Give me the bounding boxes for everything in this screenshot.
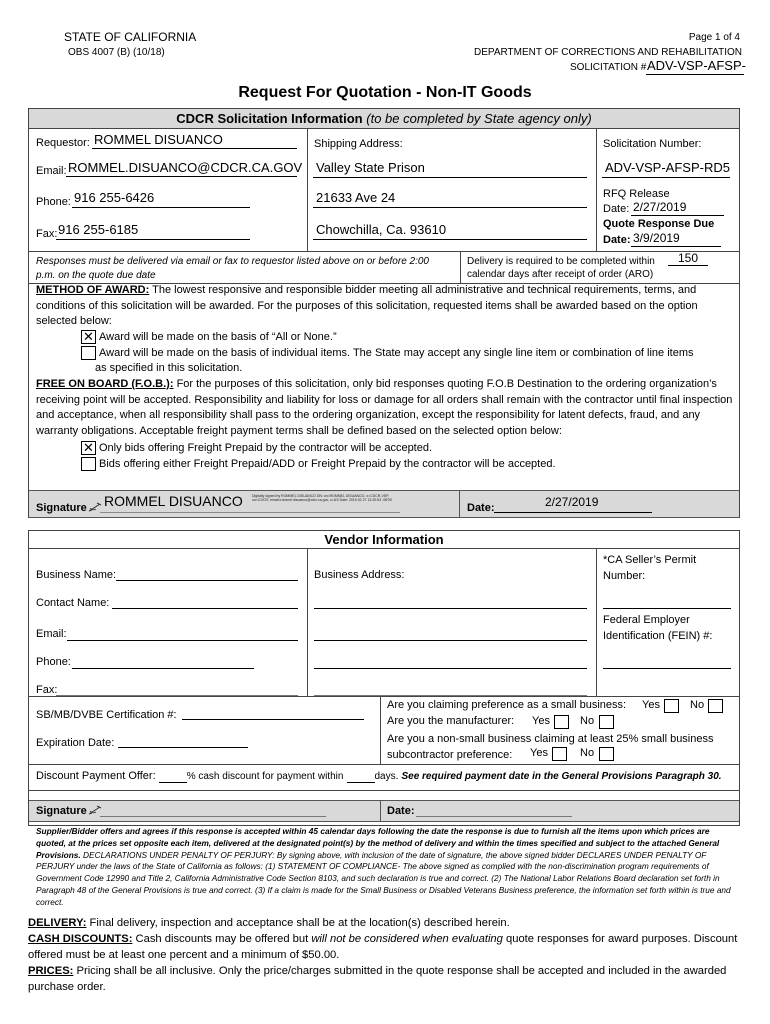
underline	[494, 512, 652, 513]
underline	[66, 176, 297, 177]
vendor-email-field[interactable]	[67, 640, 298, 641]
underline	[56, 239, 250, 240]
divider	[459, 490, 460, 518]
vendor-signature-field[interactable]	[100, 816, 326, 817]
underline	[313, 177, 587, 178]
solicitation-number-header[interactable]: ADV-VSP-AFSP-	[647, 58, 746, 73]
fein-field[interactable]	[603, 668, 731, 669]
fob-paragraph: FREE ON BOARD (F.O.B.): For the purposes of this solicitation, only bid responses quoting F.O.B Destination to the ordering organization’s receiving point will be accepted. Responsibility and liability for loss or damage for all orders shall remain with the contractor until final inspection and acceptance, when all responsibility shall pass to the ordering organization, except the responsibility for latent defects, fraud, and any warranty obligations. Acceptable freight payment terms shall be defined based on the selected option below:	[36, 378, 733, 437]
signature-label: Signature	[36, 502, 87, 514]
sbmb-field[interactable]	[182, 719, 364, 720]
award-all-or-none-checkbox[interactable]: ✕	[81, 330, 96, 344]
underline	[631, 246, 721, 247]
ca-permit-field[interactable]	[603, 608, 731, 609]
solicitation-label: SOLICITATION #	[570, 62, 647, 73]
award-opt2-label-cont: as specified in this solicitation.	[95, 362, 243, 374]
divider	[29, 696, 739, 697]
business-name-field[interactable]	[116, 580, 298, 581]
underline	[668, 265, 708, 266]
vendor-email-label: Email:	[36, 628, 67, 640]
manufacturer-question: Are you the manufacturer:	[387, 715, 515, 727]
vendor-phone-field[interactable]	[72, 668, 254, 669]
phone-field[interactable]: 916 255-6426	[74, 190, 155, 205]
requestor-label: Requestor:	[36, 137, 90, 149]
vendor-signature-label: Signature	[36, 805, 87, 817]
manufacturer-yes-checkbox[interactable]	[554, 715, 569, 729]
discount-pre: Discount Payment Offer:	[36, 770, 156, 782]
underline	[100, 512, 400, 513]
signature-date-field[interactable]: 2/27/2019	[545, 495, 599, 509]
solicitation-underline	[646, 74, 744, 75]
ship-city-field[interactable]: Chowchilla, Ca. 93610	[316, 222, 447, 237]
fob-opt1-label: Only bids offering Freight Prepaid by the contractor will be accepted.	[99, 442, 433, 454]
nonsmall-yes-label: Yes	[530, 747, 548, 759]
underline	[602, 177, 730, 178]
state-label: STATE OF CALIFORNIA	[64, 30, 197, 44]
cdcr-heading: CDCR Solicitation Information (to be completed by State agency only)	[176, 111, 592, 126]
offer-declaration: Supplier/Bidder offers and agrees if this response is accepted within 45 calendar days following the date the response is due to furnish all the items upon which prices are quoted, at the prices set opposite each item, delivered at the designated point(s) by the method of delivery and within the times specified and subject to the attached General Provisions. DECLARATIONS UNDER PENALTY OF PERJURY: By signing above, with inclusion of the date of signature, the above signed bidder DECLARES UNDER PENALTY OF PERJURY under the laws of the State of California as follows: (1) STATEMENT OF COMPLIANCE- The above signed as complied with the non-discrimination program requirements of Government Code 12990 and Title 2, California Administrative Code Section 8103, and such declaration is true and correct. (2) The National Labor Relations Board declaration set forth in Paragraph 48 of the General Provisions is true and correct. (3) If a claim is made for the Small Business or Disabled Veterans Business preference, the information set forth within is true and correct.	[36, 826, 731, 907]
divider	[307, 548, 308, 696]
prices-paragraph: PRICES: Pricing shall be all inclusive. Only the price/charges submitted in the quote response shall be accepted and included in the awarded purchase order.	[28, 965, 727, 993]
award-individual-checkbox[interactable]	[81, 346, 96, 360]
discount-note: See required payment date in the General Provisions Paragraph 30.	[401, 771, 722, 782]
rfq-release-label: RFQ Release	[603, 188, 670, 200]
nonsmall-no-checkbox[interactable]	[599, 747, 614, 761]
shipping-label: Shipping Address:	[314, 138, 403, 150]
digital-signature-note: Digitally signed by ROMMEL DISUANCO DN: cn=ROMMEL DISUANCO, o=CDCR-VSP, ou=CDCR, email=rommel.disuanco@cdcr.ca.gov, c=US Date: 2019.02.27 13:20:53 -08'00'	[252, 494, 393, 502]
divider	[29, 764, 739, 765]
business-address-line2[interactable]	[314, 640, 587, 641]
fein-label: Federal Employer Identification (FEIN) #:	[603, 614, 713, 642]
underline	[92, 148, 297, 149]
vendor-phone-label: Phone:	[36, 656, 71, 668]
business-address-label: Business Address:	[314, 569, 405, 581]
contact-name-label: Contact Name:	[36, 597, 110, 609]
fob-opt2-label: Bids offering either Freight Prepaid/ADD or Freight Prepaid by the contractor will be accepted.	[99, 458, 556, 470]
divider	[460, 251, 461, 283]
underline	[631, 215, 724, 216]
underline	[72, 207, 250, 208]
vendor-fax-field[interactable]	[56, 695, 298, 696]
manufacturer-no-label: No	[580, 715, 595, 727]
signature-date-label: Date:	[467, 502, 495, 514]
response-due-date-field[interactable]: 3/9/2019	[633, 231, 680, 245]
manufacturer-no-checkbox[interactable]	[599, 715, 614, 729]
pen-icon	[88, 502, 102, 515]
delivery-post: calendar days after receipt of order (ARO)	[467, 269, 654, 280]
small-business-no-label: No	[690, 699, 705, 711]
nonsmall-yes-checkbox[interactable]	[552, 747, 567, 761]
ship-street-field[interactable]: 21633 Ave 24	[316, 190, 396, 205]
response-due-date-label: Date:	[603, 234, 631, 246]
delivery-days-field[interactable]: 150	[678, 251, 699, 265]
sbmb-label: SB/MB/DVBE Certification #:	[36, 709, 177, 721]
discount-days-field[interactable]	[347, 770, 375, 783]
fob-prepaid-checkbox[interactable]: ✕	[81, 441, 96, 455]
vendor-signature-bar	[29, 800, 739, 822]
divider	[29, 790, 739, 791]
contact-name-field[interactable]	[112, 608, 298, 609]
divider	[596, 548, 597, 696]
small-business-no-checkbox[interactable]	[708, 699, 723, 713]
cash-discounts-paragraph: CASH DISCOUNTS: Cash discounts may be offered but will not be considered when evaluating quote responses for award purposes. Discount offered must be at least one percent and a minimum of $50.00.	[28, 933, 738, 961]
underline	[313, 239, 587, 240]
expiration-field[interactable]	[118, 747, 248, 748]
discount-post: days.	[374, 771, 399, 782]
underline	[313, 207, 587, 208]
small-business-question: Are you claiming preference as a small business:	[387, 699, 627, 711]
form-number: OBS 4007 (B) (10/18)	[68, 47, 165, 58]
business-address-line1[interactable]	[314, 608, 587, 609]
vendor-date-field[interactable]	[416, 816, 572, 817]
vendor-heading: Vendor Information	[324, 532, 444, 547]
phone-label: Phone:	[36, 196, 71, 208]
ship-name-field[interactable]: Valley State Prison	[316, 160, 425, 175]
vendor-fax-label: Fax:	[36, 684, 58, 696]
delivery-paragraph: DELIVERY: Final delivery, inspection and acceptance shall be at the location(s) described herein.	[28, 917, 510, 929]
divider	[307, 129, 308, 251]
rfq-date-label: Date:	[603, 203, 630, 215]
fax-field[interactable]: 916 255-6185	[58, 222, 139, 237]
small-business-yes-label: Yes	[642, 699, 660, 711]
response-due-label: Quote Response Due	[603, 218, 715, 230]
award-paragraph: METHOD OF AWARD: The lowest responsive and responsible bidder meeting all administrative and technical requirements, terms, and conditions of this solicitation will be awarded. For the purposes of this solicitation, requested items shall be awarded based on the option selected below:	[36, 284, 698, 327]
business-address-line3[interactable]	[314, 668, 587, 669]
solicitation-number-label: Solicitation Number:	[603, 138, 702, 150]
department-label: DEPARTMENT OF CORRECTIONS AND REHABILITATION	[474, 47, 742, 58]
discount-row	[36, 770, 722, 783]
divider	[596, 129, 597, 251]
requestor-field[interactable]: ROMMEL DISUANCO	[94, 132, 223, 147]
small-business-yes-checkbox[interactable]	[664, 699, 679, 713]
award-opt2-label: Award will be made on the basis of individual items. The State may accept any single line item or combination of line items	[99, 347, 694, 359]
discount-mid: % cash discount for payment within	[186, 771, 344, 782]
discount-percent-field[interactable]	[159, 770, 187, 783]
divider	[29, 251, 739, 252]
divider	[380, 800, 381, 822]
responses-note: Responses must be delivered via email or fax to requestor listed above on or before 2:00 p.m. on the quote due date	[36, 256, 429, 281]
rfq-release-date-field[interactable]: 2/27/2019	[633, 200, 687, 214]
business-address-line4[interactable]	[314, 695, 587, 696]
signature-field[interactable]: ROMMEL DISUANCO	[104, 493, 243, 509]
divider	[380, 696, 381, 764]
nonsmall-question: Are you a non-small business claiming at least 25% small business subcontractor preference:	[387, 733, 714, 761]
email-field[interactable]: ROMMEL.DISUANCO@CDCR.CA.GOV	[68, 160, 303, 175]
email-label: Email:	[36, 165, 67, 177]
page-title: Request For Quotation - Non-IT Goods	[238, 84, 532, 101]
award-opt1-label: Award will be made on the basis of “All or None.”	[99, 331, 337, 343]
fob-either-checkbox[interactable]	[81, 457, 96, 471]
divider	[29, 548, 739, 549]
nonsmall-no-label: No	[580, 747, 595, 759]
expiration-label: Expiration Date:	[36, 737, 115, 749]
business-name-label: Business Name:	[36, 569, 117, 581]
manufacturer-yes-label: Yes	[532, 715, 550, 727]
vendor-date-label: Date:	[387, 805, 415, 817]
fax-label: Fax:	[36, 228, 58, 240]
delivery-pre: Delivery is required to be completed within	[467, 256, 655, 267]
page-number: Page 1 of 4	[688, 32, 740, 43]
ca-permit-label: *CA Seller’s Permit Number:	[603, 554, 697, 582]
solicitation-number-field[interactable]: ADV-VSP-AFSP-RD5	[605, 160, 730, 175]
